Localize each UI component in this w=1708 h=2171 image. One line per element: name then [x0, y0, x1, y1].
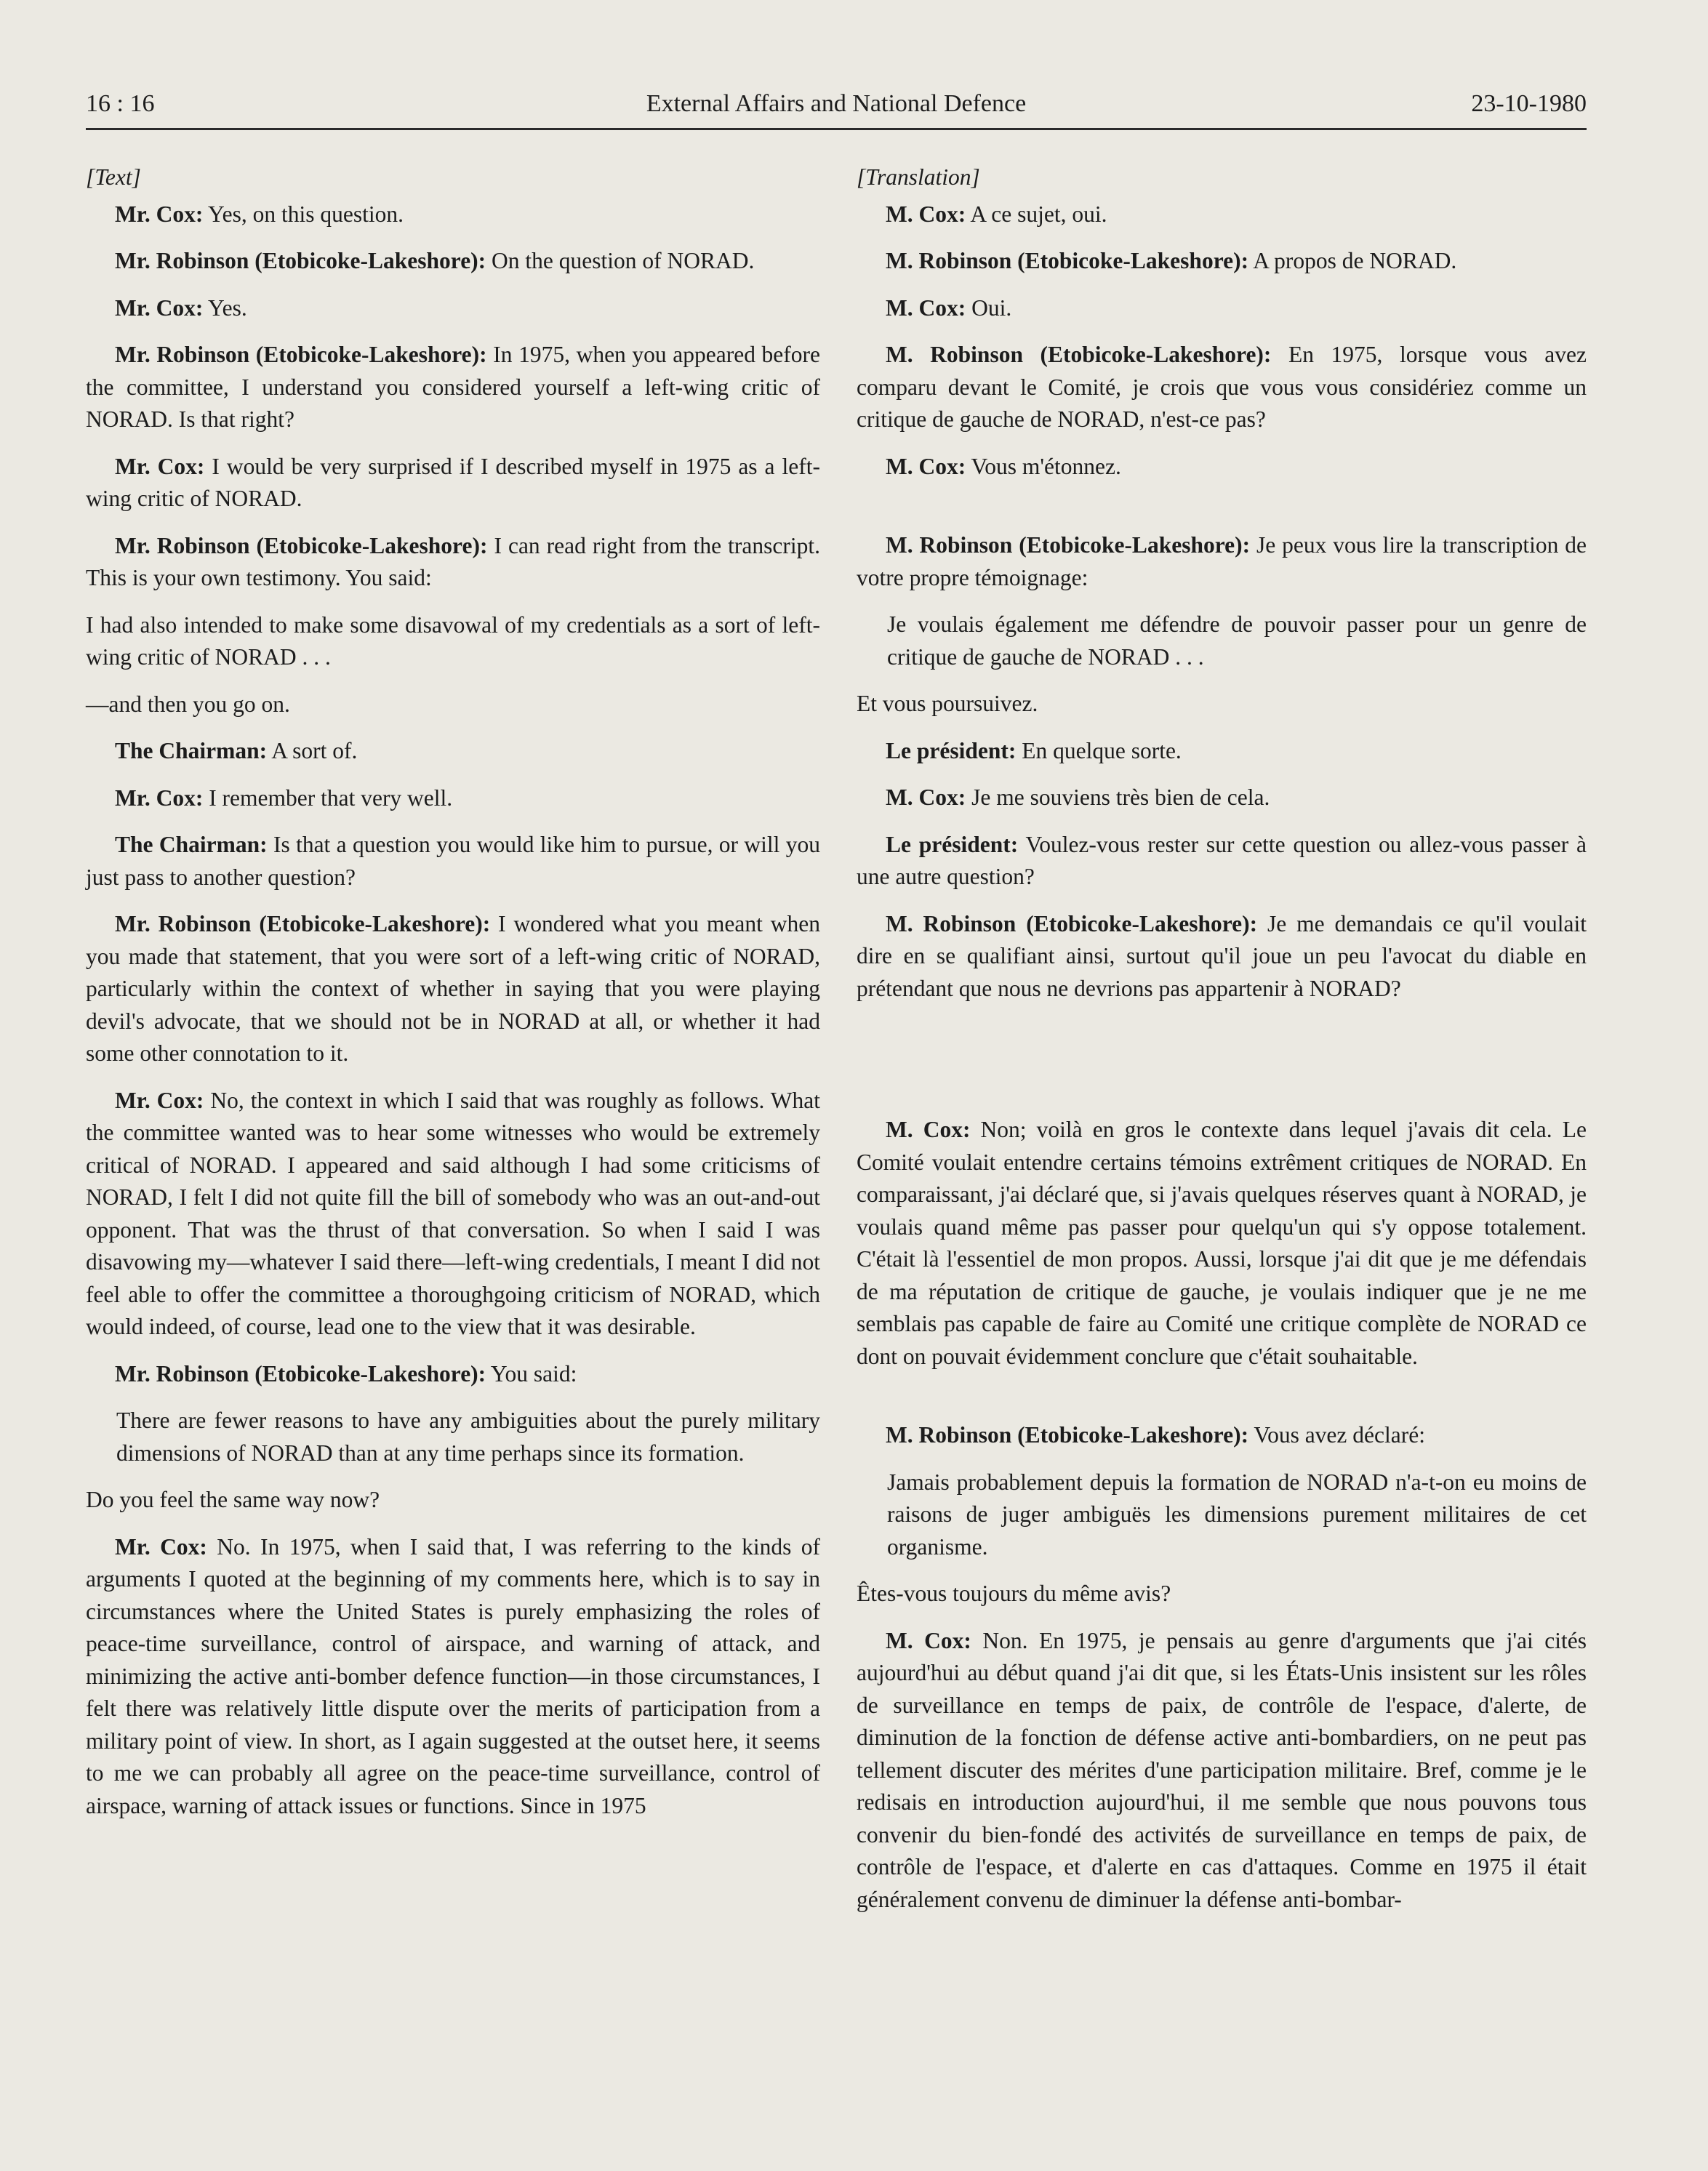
paragraph: Mr. Robinson (Etobicoke-Lakeshore): In 1975, when you appeared before the committee, I understand you considered yourself a left-wing critic of NORAD. Is that right? — [86, 342, 820, 432]
speaker: M. Robinson (Etobicoke-Lakeshore): — [886, 342, 1272, 367]
paragraph: The Chairman: A sort of. — [115, 738, 358, 763]
speaker: Mr. Robinson (Etobicoke-Lakeshore): — [115, 342, 487, 367]
page-number: 16 : 16 — [86, 90, 155, 117]
speaker: Mr. Robinson (Etobicoke-Lakeshore): — [115, 911, 491, 936]
speaker: Le président: — [886, 831, 1019, 857]
paragraph: Mr. Cox: I remember that very well. — [115, 784, 453, 811]
paragraph: M. Robinson (Etobicoke-Lakeshore): A propos de NORAD. — [886, 248, 1457, 273]
speaker: Mr. Cox: — [115, 1087, 204, 1113]
paragraph: Mr. Cox: No, the context in which I said that was roughly as follows. What the committee wanted was to hear some witnesses who would be extremely critical of NORAD. I appeared and said although I had some criticisms of NORAD, I felt I did not quite fill the bill of somebody who was an out-and-out opponent. That was the thrust of that conversation. So when I said I was disavowing my—whatever I said there—left-wing credentials, I meant I did not feel able to offer the committee a thoroughgoing criticism of NORAD, which would indeed, of course, lead one to the view that it was desirable. — [86, 1087, 820, 1339]
paragraph: Do you feel the same way now? — [86, 1487, 380, 1512]
block-quote: Je voulais également me défendre de pouvoir passer pour un genre de critique de gauche de NORAD . . . — [887, 611, 1587, 670]
speaker: M. Cox: — [886, 294, 966, 321]
speaker: The Chairman: — [115, 832, 268, 857]
paragraph: Mr. Cox: No. In 1975, when I said that, I was referring to the kinds of arguments I quoted at the beginning of my comments here, which is to say in circumstances where the United States is purely emphasizing the roles of peace-time surveillance, control of airspace, and warning of attack, and minimizing the active anti-bomber defence function—in those circumstances, I felt there was relatively little dispute over the merits of participation from a military point of view. In short, as I again suggested at the outset here, it seems to me we can probably all agree on the peace-time surveillance, control of airspace, warning of attack issues or functions. Since in 1975 — [86, 1533, 820, 1818]
paragraph: Mr. Robinson (Etobicoke-Lakeshore): I wondered what you meant when you made that statement, that you were sort of a left-wing critic of NORAD, particularly within the context of whether in saying that you were playing devil's advocate, that we should not be in NORAD at all, or whether it had some other connotation to it. — [86, 911, 820, 1066]
paragraph: M. Robinson (Etobicoke-Lakeshore): Vous avez déclaré: — [886, 1422, 1425, 1448]
speaker: Mr. Robinson (Etobicoke-Lakeshore): — [115, 1360, 486, 1387]
text-tag: [Text] — [86, 164, 141, 190]
paragraph: M. Cox: Je me souviens très bien de cela. — [886, 784, 1270, 810]
speaker: M. Robinson (Etobicoke-Lakeshore): — [886, 1422, 1249, 1448]
paragraph: M. Cox: Non; voilà en gros le contexte dans lequel j'avais dit cela. Le Comité voulait entendre certains témoins extrêment critiques de NORAD. En comparaissant, j'ai déclaré que, si j'avais quelques réserves quant à NORAD, je voulais quand même pas passer pour quelqu'un qui s'y oppose totalement. C'était là l'essentiel de mon propos. Aussi, lorsque j'ai dit que je me défendais de ma réputation de critique de gauche, je voulais indiquer que je ne me semblais pas capable de faire au Comité une critique complète de NORAD ce dont on pouvait évidemment conclure que c'était souhaitable. — [857, 1117, 1587, 1369]
paragraph: Le président: En quelque sorte. — [886, 737, 1182, 763]
paragraph: Mr. Cox: Yes. — [115, 294, 247, 321]
translation-tag: [Translation] — [857, 164, 980, 190]
speaker: Mr. Cox: — [115, 1533, 207, 1560]
speaker: Le président: — [886, 737, 1017, 763]
speaker: M. Cox: — [886, 1627, 971, 1653]
running-header — [86, 87, 1587, 130]
paragraph: Mr. Cox: I would be very surprised if I described myself in 1975 as a left-wing critic of NORAD. — [86, 453, 820, 511]
english-column — [86, 161, 820, 1837]
speaker: M. Robinson (Etobicoke-Lakeshore): — [886, 532, 1251, 558]
french-column — [857, 161, 1587, 1930]
speaker: M. Cox: — [886, 784, 966, 810]
paragraph: Mr. Robinson (Etobicoke-Lakeshore): On the question of NORAD. — [115, 248, 755, 273]
header-title: External Affairs and National Defence — [646, 90, 1027, 117]
paragraph: M. Robinson (Etobicoke-Lakeshore): Je peux vous lire la transcription de votre propre témoignage: — [857, 532, 1587, 590]
speaker: Mr. Cox: — [115, 784, 204, 811]
paragraph: Mr. Robinson (Etobicoke-Lakeshore): I can read right from the transcript. This is your own testimony. You said: — [86, 532, 820, 590]
paragraph: M. Cox: Oui. — [886, 294, 1012, 321]
paragraph: M. Cox: Vous m'étonnez. — [886, 453, 1121, 479]
paragraph: —and then you go on. — [86, 691, 290, 717]
speaker: Mr. Robinson (Etobicoke-Lakeshore): — [115, 248, 486, 273]
block-quote: There are fewer reasons to have any ambiguities about the purely military dimensions of NORAD than at any time perhaps since its formation. — [116, 1408, 820, 1466]
speaker: Mr. Cox: — [115, 201, 204, 227]
paragraph: Êtes-vous toujours du même avis? — [857, 1581, 1171, 1606]
speaker: M. Robinson (Etobicoke-Lakeshore): — [886, 248, 1249, 273]
speaker: Mr. Robinson (Etobicoke-Lakeshore): — [115, 532, 488, 558]
paragraph: The Chairman: Is that a question you would like him to pursue, or will you just pass to another question? — [86, 832, 821, 890]
speaker: M. Cox: — [886, 453, 966, 479]
paragraph: Mr. Cox: Yes, on this question. — [115, 201, 404, 227]
paragraph: M. Cox: A ce sujet, oui. — [886, 201, 1107, 227]
paragraph: M. Robinson (Etobicoke-Lakeshore): En 1975, lorsque vous avez comparu devant le Comité, je crois que vous vous considériez comme un critique de gauche de NORAD, n'est-ce pas? — [857, 342, 1587, 432]
header-date: 23-10-1980 — [1471, 90, 1587, 117]
block-quote: Jamais probablement depuis la formation de NORAD n'a-t-on eu moins de raisons de juger ambiguës les dimensions purement militaires de cet organisme. — [887, 1469, 1587, 1560]
paragraph: M. Robinson (Etobicoke-Lakeshore): Je me demandais ce qu'il voulait dire en se qualifiant ainsi, surtout qu'il joue un peu l'avocat du diable en prétendant que nous ne devrions pas appartenir à NORAD? — [857, 910, 1587, 1001]
paragraph: Le président: Voulez-vous rester sur cette question ou allez-vous passer à une autre question? — [857, 831, 1587, 889]
paragraph: Mr. Robinson (Etobicoke-Lakeshore): You said: — [115, 1360, 577, 1387]
speaker: M. Robinson (Etobicoke-Lakeshore): — [886, 910, 1258, 936]
speaker: Mr. Cox: — [115, 294, 204, 321]
paragraph: Et vous poursuivez. — [857, 691, 1038, 716]
speaker: Mr. Cox: — [115, 453, 205, 479]
block-quote: I had also intended to make some disavowal of my credentials as a sort of left-wing critic of NORAD . . . — [86, 611, 820, 670]
speaker: The Chairman: — [115, 738, 268, 763]
speaker: M. Cox: — [886, 1117, 971, 1142]
paragraph: M. Cox: Non. En 1975, je pensais au genre d'arguments que j'ai cités aujourd'hui au début quand j'ai dit que, si les États-Unis insistent sur les rôles de surveillance en temps de paix, de contrôle de l'espace, d'alerte, de diminution de la fonction de défense active anti-bombardiers, on ne peut pas tellement discuter des mérites d'une participation militaire. Bref, comme je le redisais en introduction aujourd'hui, il me semble que nous pouvons tous convenir du bien-fondé des activités de surveillance en temps de paix, de contrôle de l'espace, et d'alerte en cas d'attaques. Comme en 1975 il était généralement convenu de diminuer la défense anti-bombar- — [857, 1627, 1587, 1912]
speaker: M. Cox: — [886, 201, 966, 227]
